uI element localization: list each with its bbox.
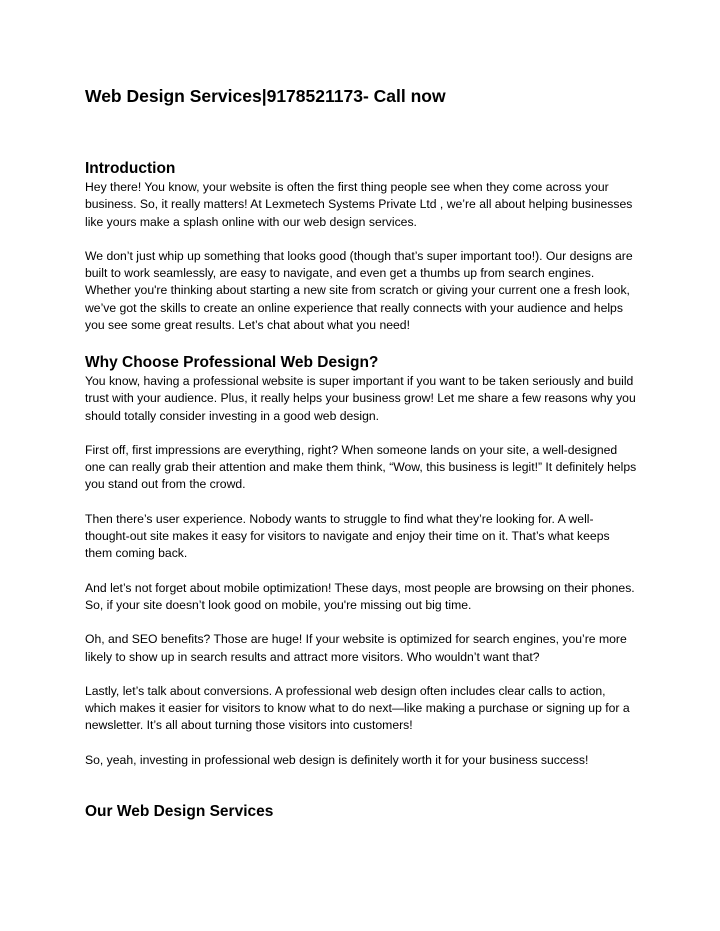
paragraph: Then there’s user experience. Nobody wants to struggle to find what they’re looking for. A well-thought-out site makes it easy for visitors to navigate and enjoy their time on it. That’s what keeps them coming back. xyxy=(85,511,610,561)
section-our-web-design-services xyxy=(85,802,637,822)
paragraph: So, yeah, investing in professional web design is definitely worth it for your business success! xyxy=(85,752,589,767)
section-heading-our-services: Our Web Design Services xyxy=(85,803,274,820)
paragraph: We don’t just whip up something that looks good (though that’s super important too!). Our designs are built to work seamlessly, are easy to navigate, and even get a thumbs up from search engines. Whether you're thinking about starting a new site from scratch or giving your current one a fresh look, we’ve got the skills to create an online experience that really connects with your audience and helps you see some great results. Let’s chat about what you need! xyxy=(85,248,633,333)
paragraph: And let’s not forget about mobile optimization! These days, most people are browsing on their phones. So, if your site doesn’t look good on mobile, you're missing out big time. xyxy=(85,580,635,612)
section-why-choose-professional-web-design xyxy=(85,353,637,769)
paragraph: Hey there! You know, your website is often the first thing people see when they come across your business. So, it really matters! At Lexmetech Systems Private Ltd , we’re all about helping businesses like yours make a splash online with our web design services. xyxy=(85,180,633,229)
paragraph: You know, having a professional website is super important if you want to be taken seriously and build trust with your audience. Plus, it really helps your business grow! Let me share a few reasons why you should totally consider investing in a good web design. xyxy=(85,374,636,423)
paragraph: First off, first impressions are everything, right? When someone lands on your site, a well-designed one can really grab their attention and make them think, “Wow, this business is legit!” It definitely helps you stand out from the crowd. xyxy=(85,442,637,492)
section-heading-why-choose: Why Choose Professional Web Design? xyxy=(85,354,379,371)
paragraph: Oh, and SEO benefits? Those are huge! If your website is optimized for search engines, you’re more likely to show up in search results and attract more visitors. Who wouldn’t want that? xyxy=(85,632,627,664)
section-heading-introduction: Introduction xyxy=(85,160,176,177)
section-introduction xyxy=(85,159,637,334)
document-title: Web Design Services|9178521173- Call now xyxy=(85,86,446,106)
paragraph: Lastly, let’s talk about conversions. A professional web design often includes clear calls to action, which makes it easier for visitors to know what to do next—like making a purchase or signing up for a newsletter. It’s all about turning those visitors into customers! xyxy=(85,683,630,733)
